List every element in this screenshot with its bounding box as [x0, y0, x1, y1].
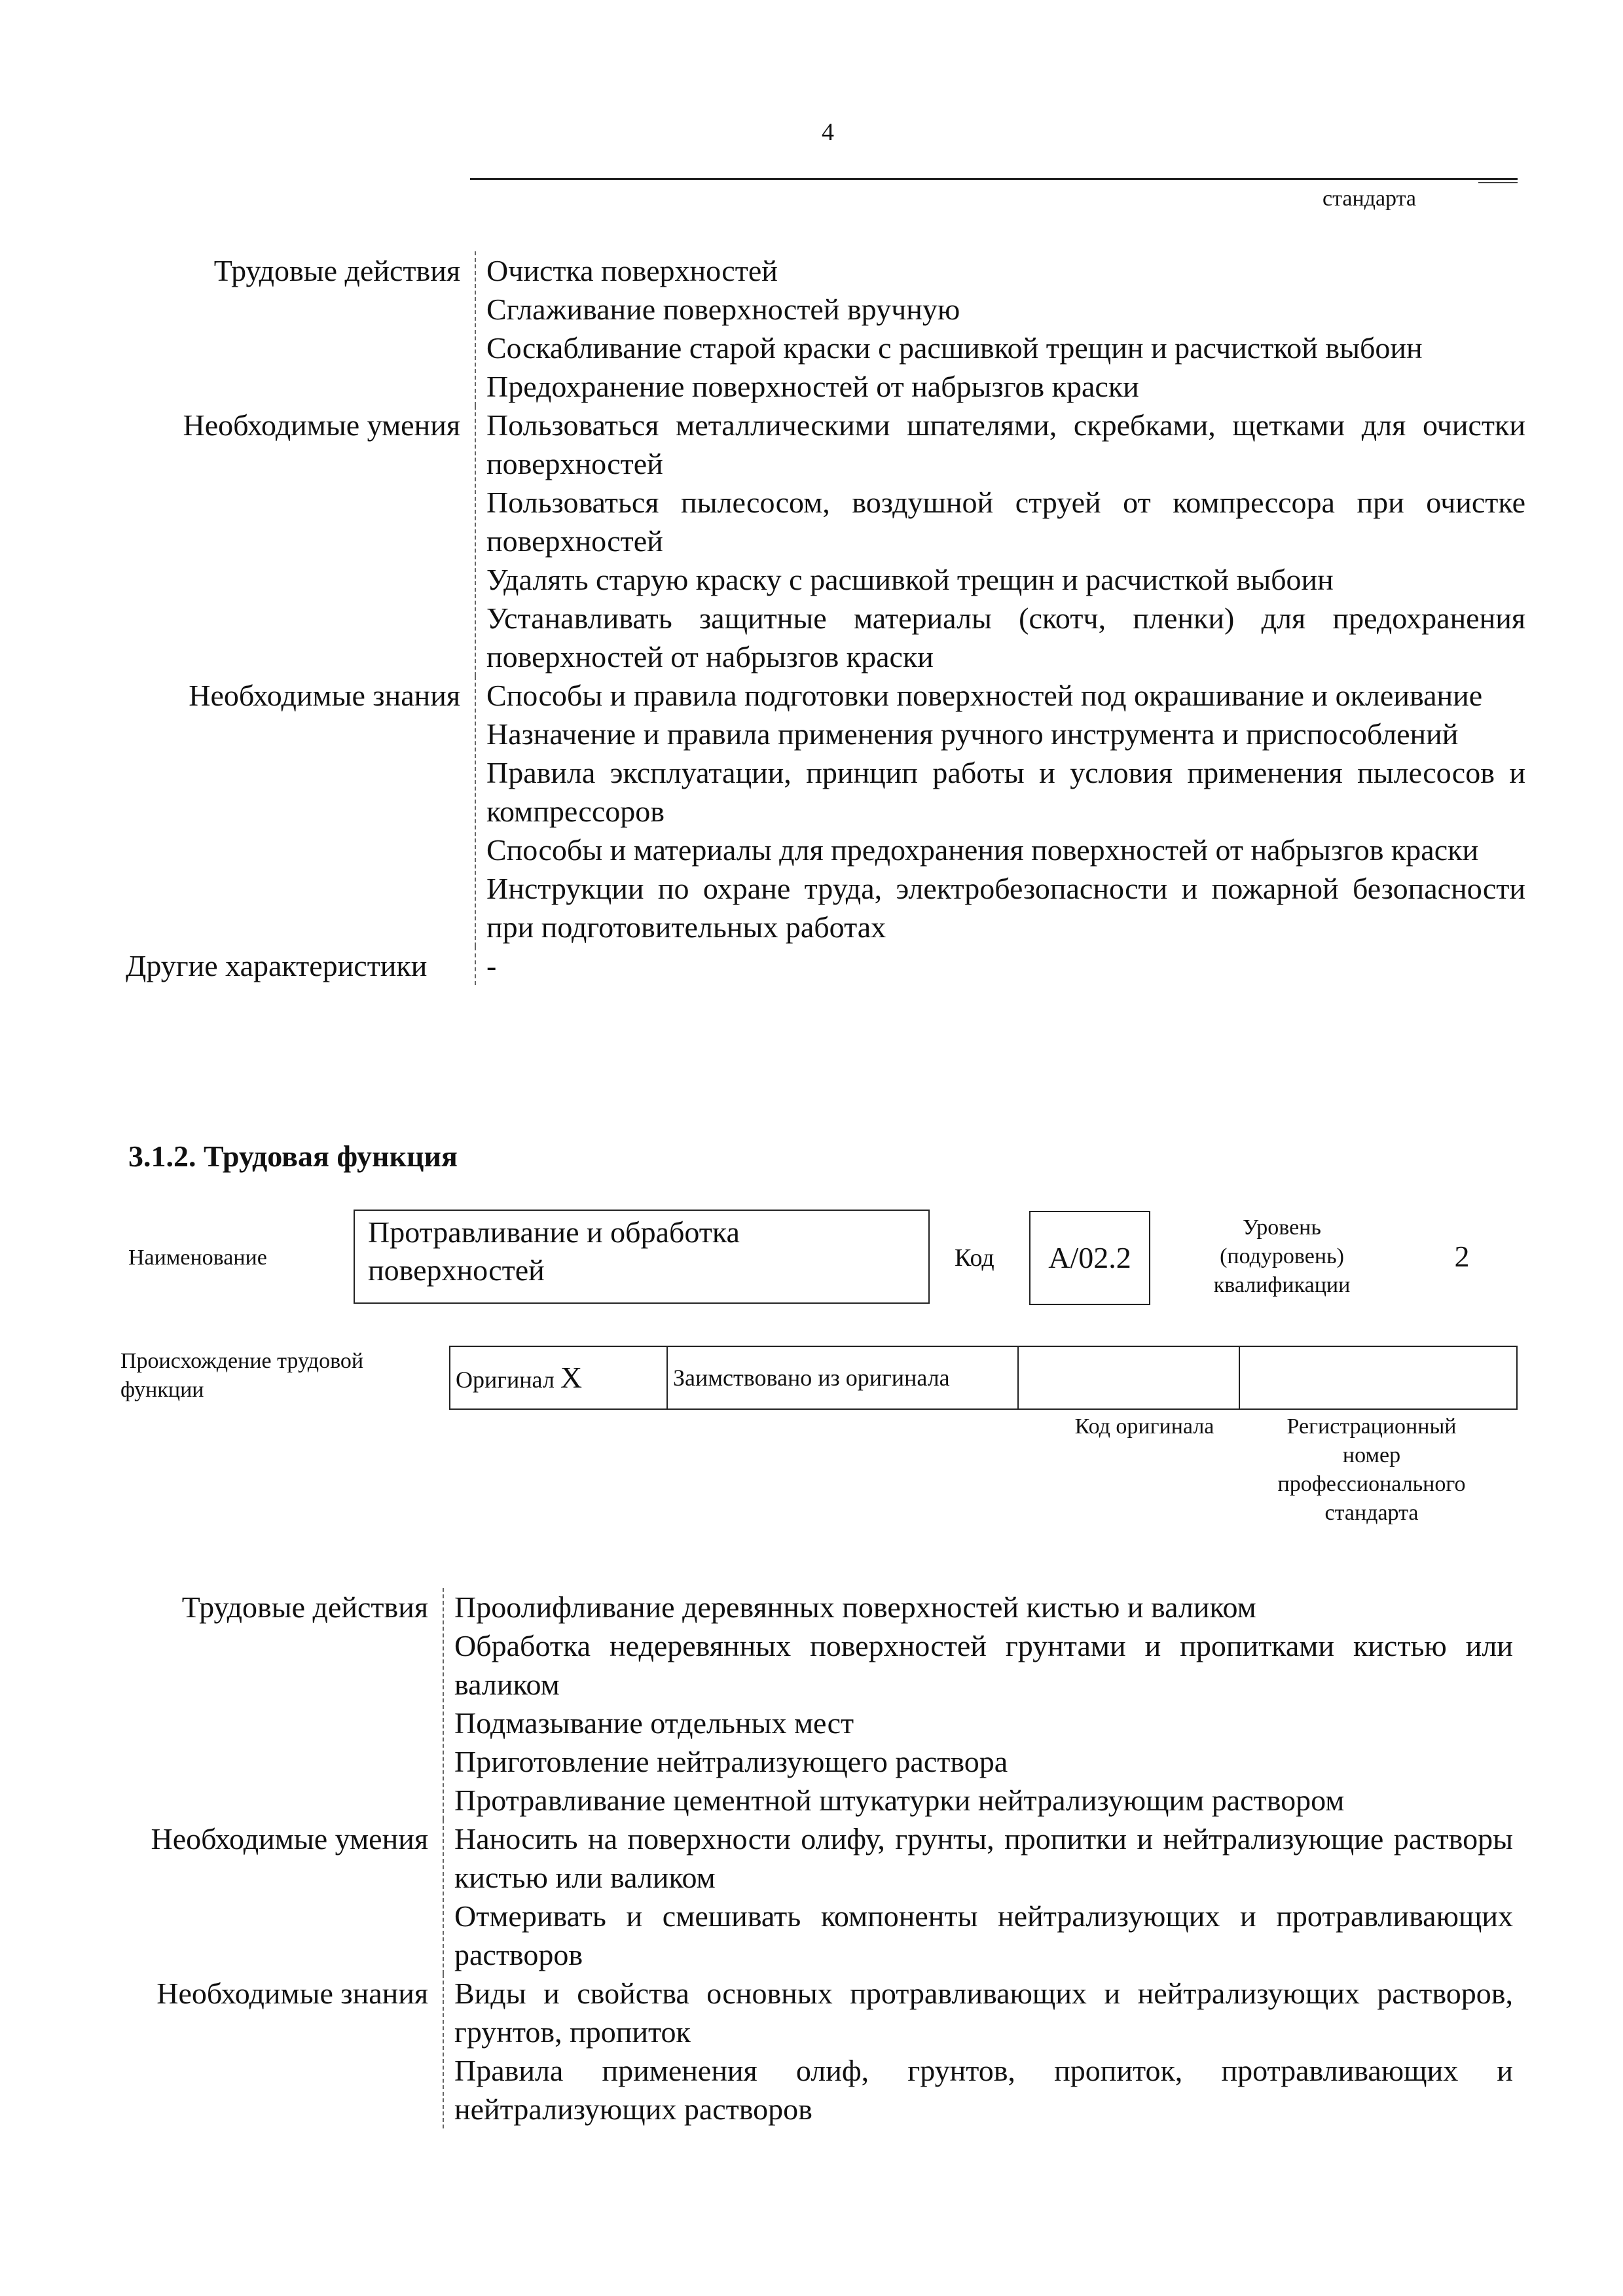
- list-item: Приготовление нейтрализующего раствора: [454, 1745, 1008, 1778]
- row-items: [443, 1588, 1513, 1820]
- list-item: Проолифливание деревянных поверхностей кистью и валиком: [454, 1590, 1256, 1624]
- row-required-skills: [131, 406, 1525, 676]
- list-item: Удалять старую краску с расшивкой трещин и расчисткой выбоин: [486, 563, 1334, 596]
- row-required-knowledge: [115, 1974, 1513, 2128]
- list-item: Назначение и правила применения ручного инструмента и приспособлений: [486, 717, 1459, 751]
- original-mark: X: [560, 1361, 583, 1394]
- row-label: Необходимые знания: [189, 679, 460, 712]
- list-item: Виды и свойства основных протравливающих и нейтрализующих растворов, грунтов, пропиток: [454, 1977, 1513, 2049]
- list-item: Протравливание цементной штукатурки нейтрализующим раствором: [454, 1784, 1345, 1817]
- list-item: Инструкции по охране труда, электробезопасности и пожарной безопасности при подготовительных работах: [486, 872, 1525, 944]
- borrowed-label: Заимствовано из оригинала: [673, 1365, 950, 1391]
- function-heading: 3.1.2. Трудовая функция: [128, 1139, 458, 1173]
- row-labor-actions: [131, 251, 1525, 406]
- row-items: [475, 676, 1525, 946]
- row-items: [475, 406, 1525, 676]
- list-item: Соскабливание старой краски с расшивкой трещин и расчисткой выбоин: [486, 331, 1423, 365]
- top-table-rule-end: [1478, 182, 1518, 183]
- row-items: [475, 251, 1525, 406]
- name-label: Наименование: [128, 1246, 267, 1270]
- row-label: Трудовые действия: [181, 1590, 428, 1624]
- list-item: Правила применения олиф, грунтов, пропиток, протравливающих и нейтрализующих растворов: [454, 2054, 1513, 2126]
- code-original-label: Код оригинала: [1074, 1414, 1214, 1439]
- function-3-1-1-details: [126, 251, 1525, 985]
- code-value-box: А/02.2: [1029, 1211, 1150, 1305]
- original-label: Оригинал: [456, 1367, 555, 1393]
- row-label: Необходимые умения: [183, 408, 460, 442]
- origin-table: [449, 1346, 1518, 1410]
- code-label: Код: [955, 1244, 994, 1272]
- list-item: Правила эксплуатации, принцип работы и условия применения пылесосов и компрессоров: [486, 756, 1525, 828]
- row-label: Необходимые знания: [156, 1977, 428, 2010]
- row-items: [443, 1974, 1513, 2128]
- row-items: [475, 946, 1525, 985]
- previous-table-fragment: стандарта: [1322, 187, 1416, 211]
- origin-original-cell: [450, 1347, 668, 1408]
- name-value-box: Протравливание и обработка поверхностей: [354, 1210, 930, 1304]
- list-item: Сглаживание поверхностей вручную: [486, 293, 960, 326]
- level-label: Уровень (подуровень) квалификации: [1213, 1215, 1351, 1297]
- row-label: Трудовые действия: [213, 254, 460, 287]
- row-label: Другие характеристики: [126, 949, 428, 982]
- list-item: Обработка недеревянных поверхностей грунтами и пропитками кистью или валиком: [454, 1629, 1513, 1701]
- origin-code-cell: [1019, 1347, 1240, 1408]
- list-item: Устанавливать защитные материалы (скотч, пленки) для предохранения поверхностей от набрызгов краски: [486, 601, 1525, 673]
- row-label: Необходимые умения: [151, 1822, 428, 1856]
- list-item: Подмазывание отдельных мест: [454, 1706, 854, 1740]
- row-other-characteristics: [126, 946, 1525, 985]
- list-item: Способы и правила подготовки поверхностей под окрашивание и оклеивание: [486, 679, 1483, 712]
- function-3-1-2-details: [115, 1588, 1513, 2128]
- row-required-knowledge: [131, 676, 1525, 946]
- row-required-skills: [115, 1820, 1513, 1974]
- reg-number-label: Регистрационный номер профессионального стандарта: [1277, 1414, 1466, 1525]
- top-table-rule: [470, 178, 1518, 180]
- origin-reg-number-cell: [1240, 1347, 1516, 1408]
- page-number: 4: [822, 118, 834, 146]
- list-item: Отмеривать и смешивать компоненты нейтрализующих и протравливающих растворов: [454, 1899, 1513, 1971]
- level-value-box: 2: [1454, 1240, 1470, 1273]
- list-item: Очистка поверхностей: [486, 254, 778, 287]
- list-item: Пользоваться пылесосом, воздушной струей от компрессора при очистке поверхностей: [486, 486, 1525, 558]
- list-item: -: [486, 949, 497, 982]
- origin-label: Происхождение трудовой функции: [120, 1349, 364, 1402]
- list-item: Наносить на поверхности олифу, грунты, пропитки и нейтрализующие растворы кистью или валиком: [454, 1822, 1513, 1894]
- list-item: Предохранение поверхностей от набрызгов краски: [486, 370, 1139, 403]
- list-item: Способы и материалы для предохранения поверхностей от набрызгов краски: [486, 833, 1479, 867]
- row-labor-actions: [115, 1588, 1513, 1820]
- origin-borrowed-cell: [668, 1347, 1019, 1408]
- list-item: Пользоваться металлическими шпателями, скребками, щетками для очистки поверхностей: [486, 408, 1525, 480]
- row-items: [443, 1820, 1513, 1974]
